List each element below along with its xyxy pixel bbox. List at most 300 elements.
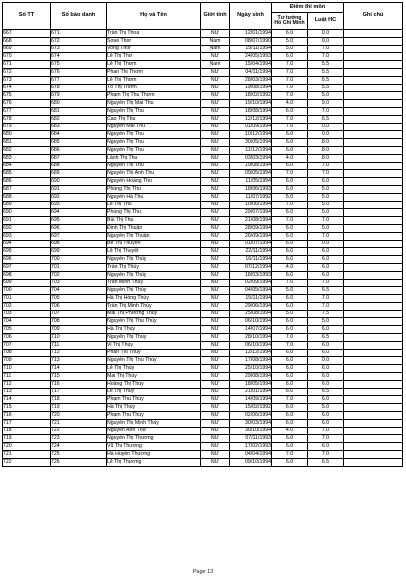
row-note: [344, 373, 403, 381]
row-name: Tô Thị Thơm: [107, 84, 201, 92]
row-stt: 690: [3, 209, 51, 217]
row-score-hcm: 6.0: [272, 365, 308, 373]
row-stt: 687: [3, 185, 51, 193]
row-score-hcm: 7.0: [272, 84, 308, 92]
row-name: Nguyễn Thị Anh Thu: [107, 170, 201, 178]
row-dob: 02/06/1994: [230, 412, 272, 420]
header-dob: Ngày sinh: [230, 3, 272, 30]
row-score-hcm: 7.0: [272, 341, 308, 349]
row-gender: NỮ: [201, 310, 230, 318]
row-dob: 25/08/1994: [230, 310, 272, 318]
row-sbd: 680: [51, 100, 107, 108]
row-note: [344, 427, 403, 435]
row-sbd: 710: [51, 334, 107, 342]
row-score-hcm: 6.0: [272, 302, 308, 310]
row-score-hcm: 7.0: [272, 279, 308, 287]
row-score-law: 7.0: [308, 427, 344, 435]
row-dob: 15/11/1994: [230, 295, 272, 303]
row-sbd: 722: [51, 427, 107, 435]
row-score-hcm: 7.0: [272, 123, 308, 131]
page-number: Page 13: [192, 569, 214, 575]
row-sbd: 703: [51, 279, 107, 287]
row-dob: 16/11/1994: [230, 256, 272, 264]
row-note: [344, 154, 403, 162]
row-stt: 708: [3, 349, 51, 357]
table-row: [3, 419, 403, 427]
row-score-hcm: 6.0: [272, 131, 308, 139]
row-sbd: 701: [51, 263, 107, 271]
row-score-law: 7.0: [308, 162, 344, 170]
row-gender: NỮ: [201, 53, 230, 61]
row-note: [344, 100, 403, 108]
row-stt: 667: [3, 30, 51, 38]
table-row: [3, 170, 403, 178]
row-score-hcm: 6.0: [272, 380, 308, 388]
row-sbd: 672: [51, 37, 107, 45]
table-row: [3, 318, 403, 326]
row-gender: NỮ: [201, 232, 230, 240]
row-note: [344, 224, 403, 232]
row-gender: NỮ: [201, 139, 230, 147]
row-dob: 08/07/1990: [230, 37, 272, 45]
table-row: [3, 373, 403, 381]
row-score-law: 8.0: [308, 146, 344, 154]
row-gender: NỮ: [201, 217, 230, 225]
row-dob: 10/12/1994: [230, 131, 272, 139]
row-name: Lê Thị Thơm: [107, 76, 201, 84]
row-name: Nguyễn Mai Thu: [107, 123, 201, 131]
row-name: Nguyễn Thị Thu: [107, 139, 201, 147]
row-dob: 30/05/1994: [230, 139, 272, 147]
row-score-law: 0.0: [308, 240, 344, 248]
row-name: Lê Thị Thủy: [107, 388, 201, 396]
table-row: [3, 53, 403, 61]
row-name: Hoàng Thị Thủy: [107, 380, 201, 388]
row-score-hcm: 7.0: [272, 170, 308, 178]
table-row: [3, 217, 403, 225]
row-sbd: 687: [51, 154, 107, 162]
row-note: [344, 302, 403, 310]
row-note: [344, 217, 403, 225]
row-sbd: 715: [51, 373, 107, 381]
row-gender: NỮ: [201, 107, 230, 115]
row-name: Phạm Thu Thủy: [107, 396, 201, 404]
row-score-hcm: 4.0: [272, 154, 308, 162]
header-subject1-line1: Tư tưởng: [277, 14, 302, 21]
table-row: [3, 263, 403, 271]
row-gender: NỮ: [201, 458, 230, 466]
row-score-law: 8.0: [308, 154, 344, 162]
table-row: [3, 84, 403, 92]
row-gender: NỮ: [201, 373, 230, 381]
row-name: Nguyễn Thị Thúy: [107, 271, 201, 279]
row-score-law: 6.0: [308, 380, 344, 388]
row-sbd: 674: [51, 53, 107, 61]
row-name: Trần Minh Thúy: [107, 279, 201, 287]
row-stt: 700: [3, 287, 51, 295]
row-score-hcm: 6.0: [272, 404, 308, 412]
row-dob: 06/10/1994: [230, 318, 272, 326]
row-gender: NỮ: [201, 115, 230, 123]
row-stt: 701: [3, 295, 51, 303]
row-stt: 684: [3, 162, 51, 170]
row-dob: 29/06/1994: [230, 302, 272, 310]
row-name: Nguyễn Thị Thu: [107, 131, 201, 139]
row-score-law: 6.0: [308, 349, 344, 357]
row-score-law: 5.0: [308, 92, 344, 100]
row-name: Nguyễn Thị Thúy: [107, 256, 201, 264]
row-score-hcm: 5.0: [272, 37, 308, 45]
row-gender: NỮ: [201, 380, 230, 388]
row-sbd: 697: [51, 232, 107, 240]
row-stt: 673: [3, 76, 51, 84]
row-note: [344, 53, 403, 61]
row-stt: 695: [3, 248, 51, 256]
row-name: Hà Thị Thủy: [107, 404, 201, 412]
table-header: [3, 3, 403, 30]
row-name: Vong Thor: [107, 45, 201, 53]
table-row: [3, 279, 403, 287]
row-name: Đinh Thị Thuận: [107, 224, 201, 232]
row-note: [344, 115, 403, 123]
row-score-hcm: 4.0: [272, 263, 308, 271]
row-gender: NỮ: [201, 201, 230, 209]
row-score-law: 7.0: [308, 45, 344, 53]
row-dob: 07/12/1994: [230, 263, 272, 271]
row-dob: 21/01/1994: [230, 388, 272, 396]
row-name: Trần Thị Thoa: [107, 30, 201, 38]
header-scores-group: Điểm thi môn: [272, 3, 344, 13]
row-score-law: 7.0: [308, 217, 344, 225]
row-score-hcm: 5.0: [272, 287, 308, 295]
row-dob: 19/08/1994: [230, 162, 272, 170]
row-score-hcm: 7.0: [272, 76, 308, 84]
row-note: [344, 232, 403, 240]
row-score-hcm: 6.0: [272, 271, 308, 279]
row-gender: NỮ: [201, 146, 230, 154]
row-note: [344, 341, 403, 349]
row-dob: 28/09/1994: [230, 224, 272, 232]
table-row: [3, 341, 403, 349]
row-note: [344, 84, 403, 92]
row-dob: 28/10/1994: [230, 334, 272, 342]
table-row: [3, 310, 403, 318]
row-note: [344, 170, 403, 178]
row-score-law: 7.0: [308, 435, 344, 443]
row-name: Nguyễn Thị Thúy: [107, 287, 201, 295]
row-sbd: 721: [51, 419, 107, 427]
row-name: Trần Thị Thúy: [107, 263, 201, 271]
row-score-hcm: 6.0: [272, 162, 308, 170]
row-sbd: 684: [51, 131, 107, 139]
row-stt: 721: [3, 451, 51, 459]
row-note: [344, 178, 403, 186]
row-name: Hà Thị Thủy: [107, 326, 201, 334]
row-score-law: 0.0: [308, 37, 344, 45]
row-gender: NỮ: [201, 68, 230, 76]
row-gender: NỮ: [201, 396, 230, 404]
table-row: [3, 357, 403, 365]
row-sbd: 714: [51, 365, 107, 373]
row-stt: 675: [3, 92, 51, 100]
table-row: [3, 162, 403, 170]
table-row: [3, 388, 403, 396]
row-sbd: 688: [51, 162, 107, 170]
row-stt: 679: [3, 123, 51, 131]
row-dob: 29/07/1994: [230, 209, 272, 217]
row-score-hcm: 5.0: [272, 310, 308, 318]
row-sbd: 724: [51, 443, 107, 451]
row-stt: 692: [3, 224, 51, 232]
row-note: [344, 295, 403, 303]
table-row: [3, 115, 403, 123]
row-score-law: 6.0: [308, 396, 344, 404]
row-stt: 699: [3, 279, 51, 287]
row-gender: NỮ: [201, 193, 230, 201]
row-gender: NỮ: [201, 435, 230, 443]
row-name: Lê Thị Thương: [107, 458, 201, 466]
row-stt: 713: [3, 388, 51, 396]
row-dob: 04/05/1994: [230, 287, 272, 295]
row-gender: NỮ: [201, 224, 230, 232]
table-row: [3, 396, 403, 404]
row-dob: 11/12/1994: [230, 146, 272, 154]
row-gender: NỮ: [201, 412, 230, 420]
row-gender: NỮ: [201, 185, 230, 193]
row-note: [344, 287, 403, 295]
table-row: [3, 45, 403, 53]
row-name: Nguyễn Thị Thu: [107, 162, 201, 170]
row-gender: NỮ: [201, 131, 230, 139]
row-note: [344, 240, 403, 248]
row-score-law: 7.0: [308, 295, 344, 303]
row-sbd: 677: [51, 76, 107, 84]
row-score-hcm: 7.0: [272, 68, 308, 76]
table-row: [3, 334, 403, 342]
table-row: [3, 412, 403, 420]
row-stt: 710: [3, 365, 51, 373]
row-note: [344, 349, 403, 357]
table-row: [3, 287, 403, 295]
row-name: Lành Thị Thu: [107, 154, 201, 162]
row-score-hcm: 6.0: [272, 53, 308, 61]
row-score-hcm: 6.0: [272, 458, 308, 466]
row-score-law: 5.0: [308, 193, 344, 201]
row-score-hcm: 6.0: [272, 419, 308, 427]
row-gender: NỮ: [201, 84, 230, 92]
row-score-hcm: 6.0: [272, 295, 308, 303]
row-dob: 12/01/1994: [230, 30, 272, 38]
header-stt: Số TT: [3, 3, 51, 30]
row-sbd: 719: [51, 404, 107, 412]
row-score-hcm: 6.0: [272, 357, 308, 365]
row-name: Mai Thị Thủy: [107, 373, 201, 381]
row-score-law: 7.0: [308, 232, 344, 240]
row-gender: NỮ: [201, 76, 230, 84]
row-gender: NỮ: [201, 443, 230, 451]
row-score-law: 6.0: [308, 271, 344, 279]
row-sbd: 707: [51, 310, 107, 318]
row-stt: 709: [3, 357, 51, 365]
row-dob: 11/05/1994: [230, 178, 272, 186]
row-score-law: 5.0: [308, 404, 344, 412]
row-stt: 685: [3, 170, 51, 178]
row-score-law: 7.0: [308, 451, 344, 459]
row-score-law: 6.0: [308, 326, 344, 334]
row-name: Nguyễn Thị Thu: [107, 146, 201, 154]
row-stt: 705: [3, 326, 51, 334]
row-stt: 719: [3, 435, 51, 443]
row-sbd: 720: [51, 412, 107, 420]
table-row: [3, 201, 403, 209]
row-score-law: 7.0: [308, 302, 344, 310]
row-note: [344, 123, 403, 131]
table-row: [3, 349, 403, 357]
row-gender: NỮ: [201, 326, 230, 334]
row-dob: 18/03/1993: [230, 271, 272, 279]
row-gender: NỮ: [201, 263, 230, 271]
row-dob: 06/10/1994: [230, 341, 272, 349]
row-name: Nguyễn Thị Thủy: [107, 334, 201, 342]
row-stt: 714: [3, 396, 51, 404]
row-dob: 22/11/1994: [230, 248, 272, 256]
table-row: [3, 240, 403, 248]
row-stt: 704: [3, 318, 51, 326]
row-stt: 707: [3, 341, 51, 349]
row-sbd: 700: [51, 256, 107, 264]
row-name: Nguyễn Thị Mai Thu: [107, 100, 201, 108]
row-score-law: 6.5: [308, 458, 344, 466]
row-score-hcm: 6.0: [272, 412, 308, 420]
row-note: [344, 30, 403, 38]
row-sbd: 683: [51, 123, 107, 131]
row-score-law: 5.5: [308, 84, 344, 92]
row-score-law: 6.5: [308, 334, 344, 342]
row-note: [344, 326, 403, 334]
row-dob: 09/10/1994: [230, 458, 272, 466]
row-score-hcm: 4.0: [272, 427, 308, 435]
row-stt: 671: [3, 61, 51, 69]
row-name: Phạm Thu Thủy: [107, 412, 201, 420]
row-sbd: 673: [51, 45, 107, 53]
row-score-hcm: 7.0: [272, 451, 308, 459]
row-score-hcm: 6.0: [272, 30, 308, 38]
row-dob: 30/10/1994: [230, 427, 272, 435]
row-name: Hà Huyền Thương: [107, 451, 201, 459]
row-note: [344, 185, 403, 193]
row-score-hcm: 6.0: [272, 443, 308, 451]
table-row: [3, 302, 403, 310]
row-note: [344, 388, 403, 396]
row-score-law: 9.0: [308, 100, 344, 108]
row-note: [344, 248, 403, 256]
row-stt: 718: [3, 427, 51, 435]
row-stt: 672: [3, 68, 51, 76]
row-score-hcm: 7.0: [272, 217, 308, 225]
row-name: Nguyễn Thị Thuận: [107, 232, 201, 240]
table-row: [3, 68, 403, 76]
row-dob: 18/06/1993: [230, 185, 272, 193]
row-note: [344, 357, 403, 365]
row-name: Cao Thị Thu: [107, 115, 201, 123]
row-score-hcm: 4.0: [272, 100, 308, 108]
row-score-hcm: 6.0: [272, 146, 308, 154]
row-score-law: 6.0: [308, 365, 344, 373]
row-name: Vũ Thị Thương: [107, 443, 201, 451]
row-gender: NỮ: [201, 154, 230, 162]
row-dob: 07/11/1993: [230, 435, 272, 443]
row-name: Lê Thị Thơ: [107, 53, 201, 61]
row-score-hcm: 7.0: [272, 61, 308, 69]
row-stt: 722: [3, 458, 51, 466]
row-sbd: 706: [51, 302, 107, 310]
row-sbd: 702: [51, 271, 107, 279]
table-row: [3, 209, 403, 217]
row-gender: NỮ: [201, 427, 230, 435]
row-dob: 01/09/1994: [230, 123, 272, 131]
row-note: [344, 435, 403, 443]
row-dob: 10/06/1994: [230, 201, 272, 209]
row-stt: 715: [3, 404, 51, 412]
row-note: [344, 193, 403, 201]
row-note: [344, 37, 403, 45]
row-score-law: 0.0: [308, 357, 344, 365]
table-row: [3, 37, 403, 45]
table-row: [3, 185, 403, 193]
table-row: [3, 365, 403, 373]
row-name: Mai Thị Phương Thúy: [107, 310, 201, 318]
row-score-hcm: 6.0: [272, 349, 308, 357]
row-score-law: 6.0: [308, 256, 344, 264]
table-row: [3, 248, 403, 256]
table-row: [3, 232, 403, 240]
row-score-hcm: 7.0: [272, 92, 308, 100]
row-dob: 18/05/1994: [230, 380, 272, 388]
row-note: [344, 396, 403, 404]
row-dob: 25/10/1994: [230, 365, 272, 373]
row-sbd: 676: [51, 68, 107, 76]
row-name: Lê Thị Thuyết: [107, 248, 201, 256]
row-score-law: 7.0: [308, 53, 344, 61]
row-name: Lê Thị Thu: [107, 201, 201, 209]
row-stt: 680: [3, 131, 51, 139]
row-dob: 26/09/1994: [230, 232, 272, 240]
row-gender: NỮ: [201, 279, 230, 287]
row-score-law: 5.0: [308, 201, 344, 209]
row-score-law: 6.0: [308, 178, 344, 186]
row-score-law: 6.0: [308, 263, 344, 271]
row-score-hcm: 6.0: [272, 240, 308, 248]
row-note: [344, 279, 403, 287]
row-name: Phùng Thị Thu: [107, 209, 201, 217]
row-dob: 19/10/1994: [230, 100, 272, 108]
row-stt: 681: [3, 139, 51, 147]
row-gender: NỮ: [201, 419, 230, 427]
row-score-law: 6.0: [308, 341, 344, 349]
row-sbd: 693: [51, 201, 107, 209]
row-name: Hà Thị Hồng Thúy: [107, 295, 201, 303]
row-sbd: 682: [51, 115, 107, 123]
row-sbd: 709: [51, 326, 107, 334]
row-note: [344, 263, 403, 271]
table-row: [3, 458, 403, 466]
row-sbd: 713: [51, 357, 107, 365]
row-stt: 720: [3, 443, 51, 451]
row-score-hcm: 6.0: [272, 373, 308, 381]
row-gender: NỮ: [201, 209, 230, 217]
row-note: [344, 458, 403, 466]
row-sbd: 717: [51, 388, 107, 396]
